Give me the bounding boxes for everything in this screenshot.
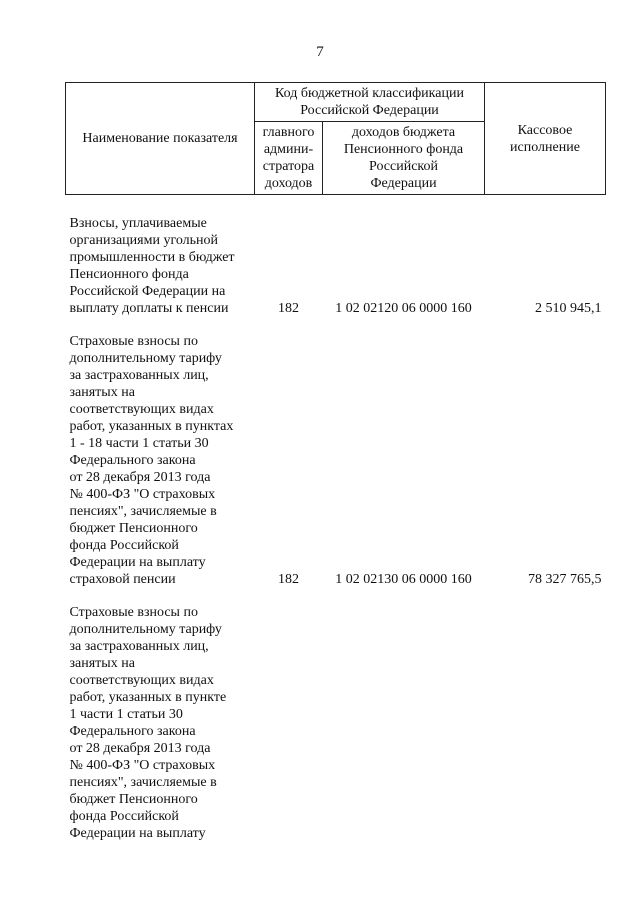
table-row	[66, 195, 606, 330]
row-amount	[485, 600, 606, 854]
header-execution: Кассовое исполнение	[485, 83, 606, 195]
row-income-code: 1 02 02130 06 0000 160	[335, 572, 472, 587]
header-code-group: Код бюджетной классификации Российской Федерации	[255, 83, 485, 122]
row-admin-code	[255, 600, 323, 854]
row-amount: 78 327 765,5	[528, 572, 602, 587]
row-admin-code: 182	[278, 572, 299, 587]
header-admin: главного админи- стратора доходов	[255, 122, 323, 195]
row-income-code	[323, 600, 485, 854]
header-indicator: Наименование показателя	[66, 83, 255, 195]
header-row	[66, 83, 606, 122]
row-income-code: 1 02 02120 06 0000 160	[335, 301, 472, 316]
budget-table	[65, 82, 606, 854]
page-number: 7	[316, 44, 324, 60]
row-name: Страховые взносы по дополнительному тарифу за застрахованных лиц, занятых на соответствующих видах работ, указанных в пунктах 1 - 18 части 1 статьи 30 Федерального закона от 28 декабря 2013 года № 400-ФЗ "О страховых пенсиях", зачисляемые в бюджет Пенсионного фонда Российской Федерации на выплату страховой пенсии	[69, 334, 234, 587]
table-row	[66, 600, 606, 854]
table-row	[66, 329, 606, 600]
row-name: Взносы, уплачиваемые организациями угольной промышленности в бюджет Пенсионного фонда Российской Федерации на выплату доплаты к пенсии	[69, 216, 235, 316]
header-income: доходов бюджета Пенсионного фонда Российской Федерации	[323, 122, 485, 195]
row-admin-code: 182	[278, 301, 299, 316]
row-amount: 2 510 945,1	[535, 301, 602, 316]
row-name: Страховые взносы по дополнительному тарифу за застрахованных лиц, занятых на соответствующих видах работ, указанных в пункте 1 части 1 статьи 30 Федерального закона от 28 декабря 2013 года № 400-ФЗ "О страховых пенсиях", зачисляемые в бюджет Пенсионного фонда Российской Федерации на выплату	[69, 605, 227, 841]
